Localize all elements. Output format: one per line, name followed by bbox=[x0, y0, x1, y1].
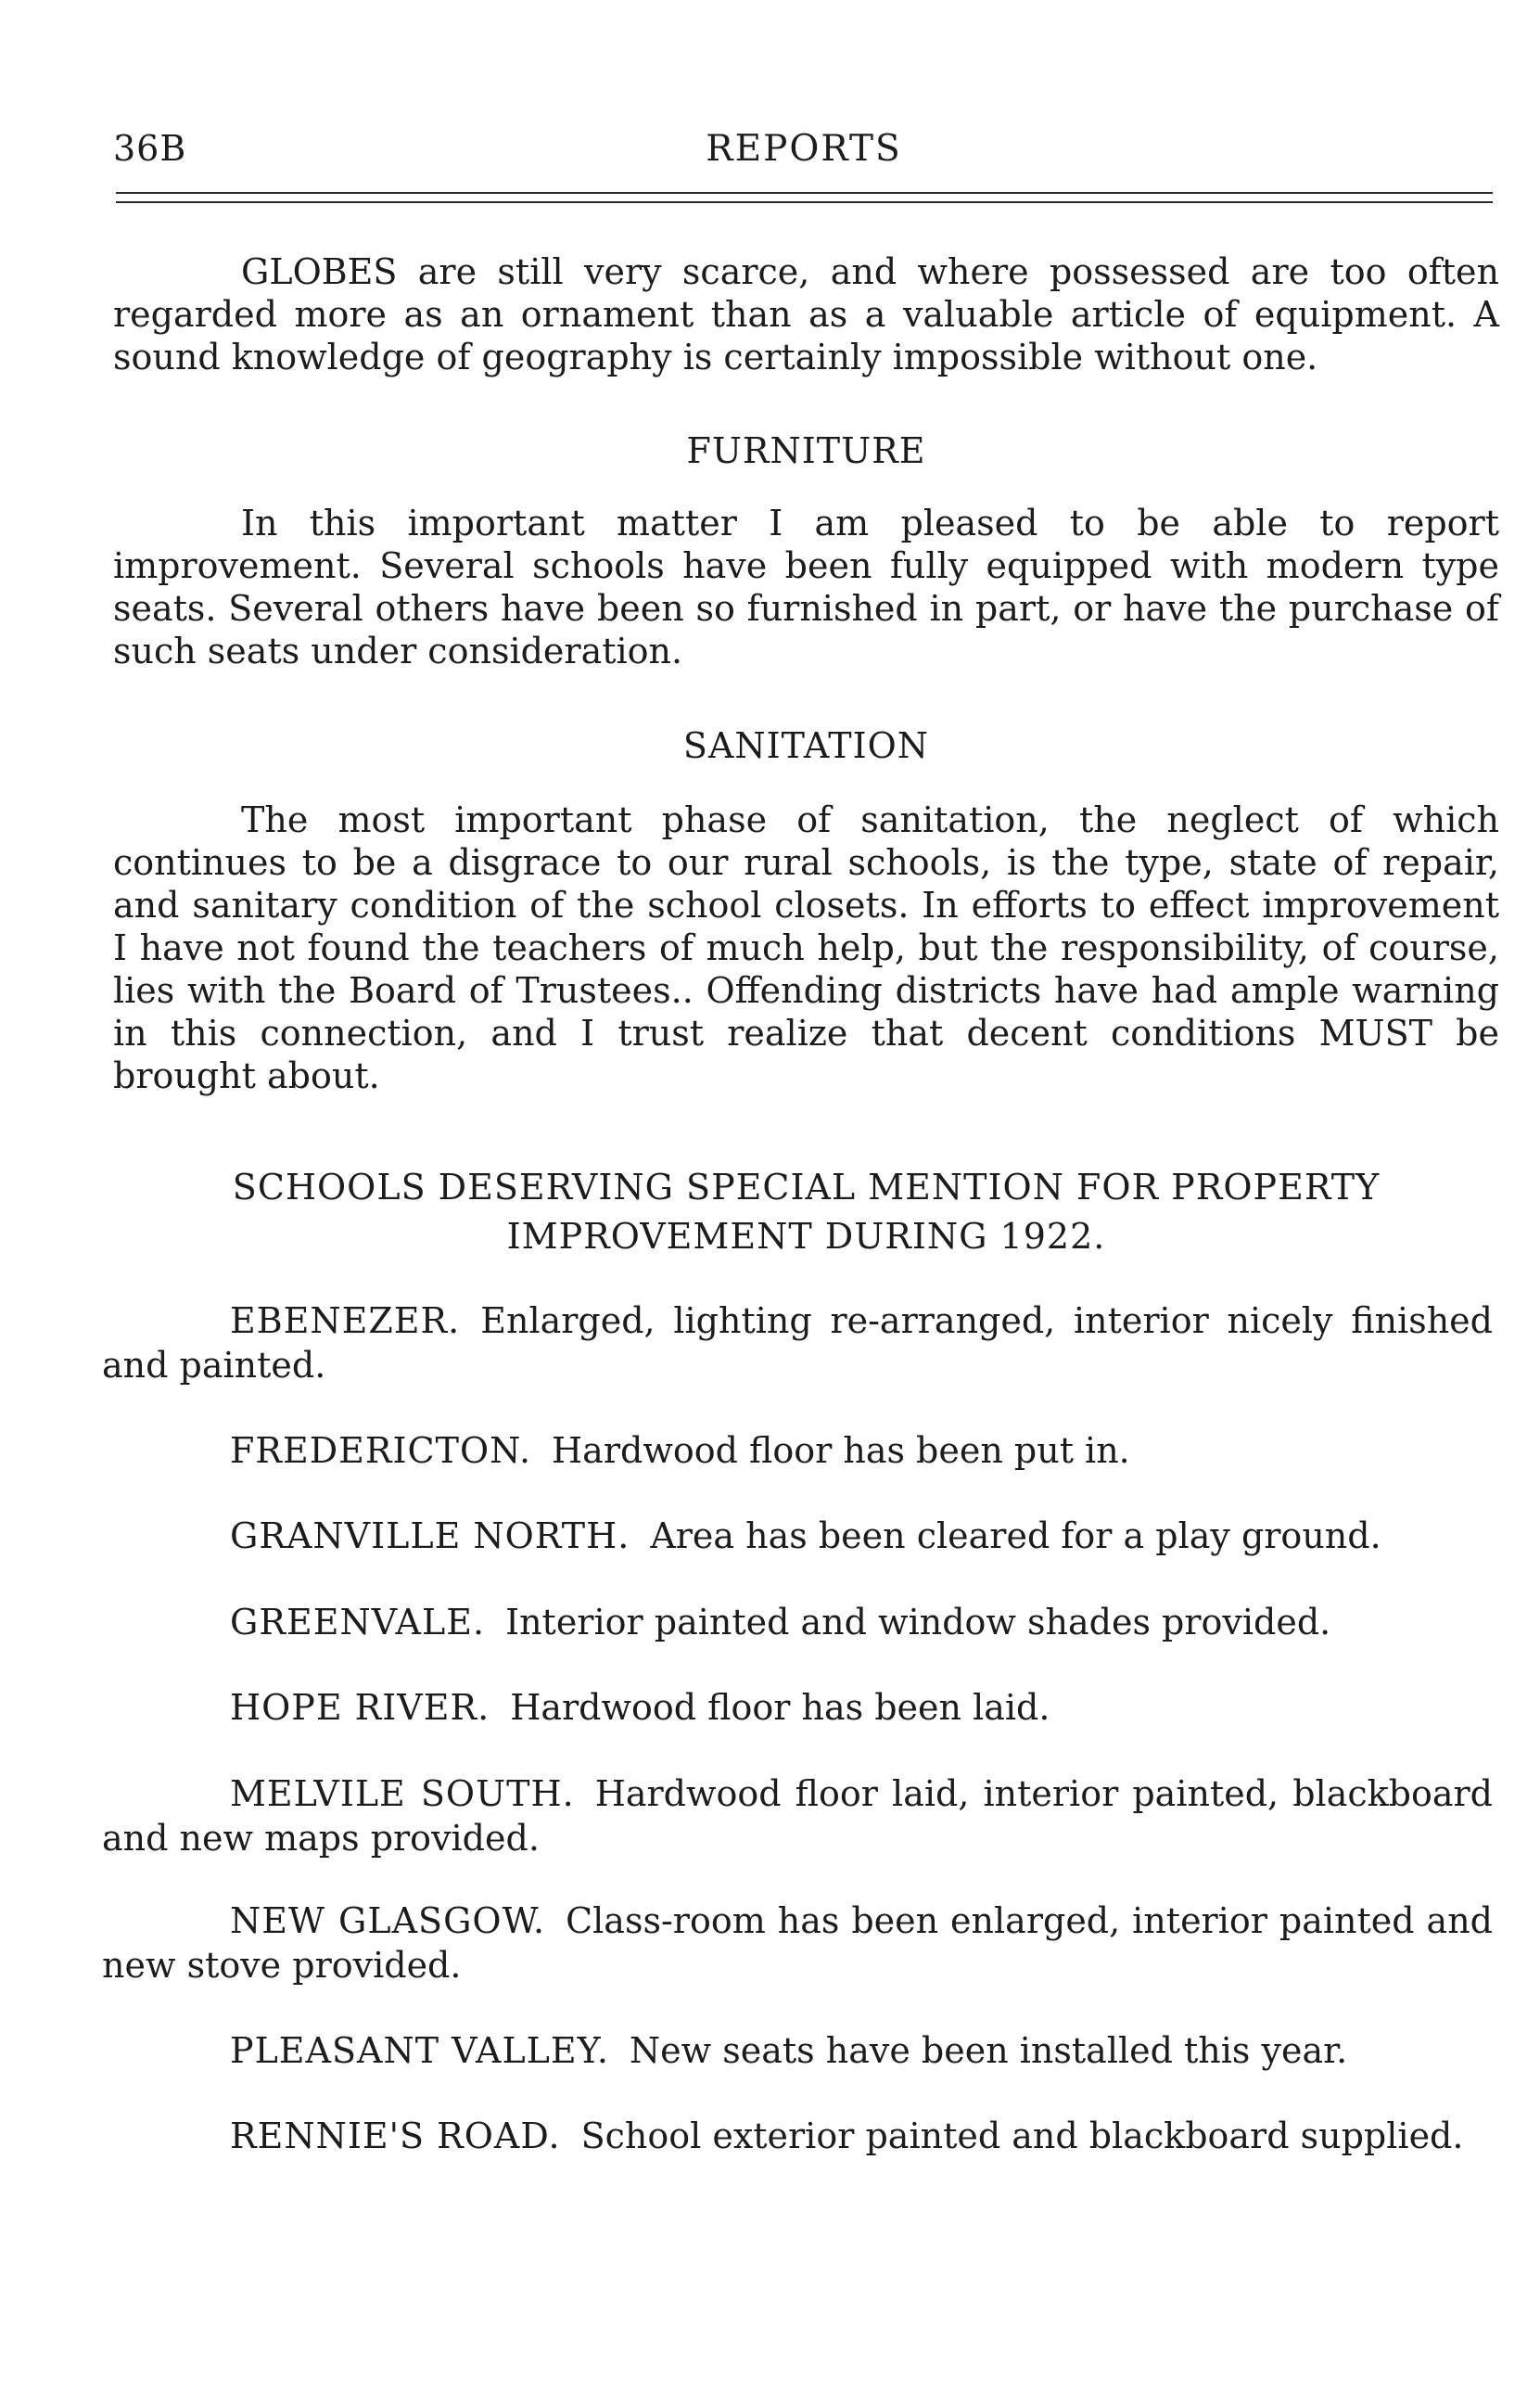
school-entry bbox=[102, 1514, 1493, 1558]
school-entry bbox=[102, 1685, 1493, 1730]
school-entry bbox=[102, 1428, 1493, 1473]
schools-heading-line-2: IMPROVEMENT DURING 1922. bbox=[506, 1216, 1106, 1257]
furniture-paragraph bbox=[113, 502, 1499, 672]
globes-paragraph bbox=[113, 250, 1499, 378]
school-improvement: Enlarged, lighting re-arranged, interior nicely finished and painted. bbox=[102, 1300, 1493, 1386]
school-entry bbox=[102, 2114, 1493, 2158]
school-name: PLEASANT VALLEY. bbox=[230, 2030, 609, 2071]
school-improvement: Hardwood floor has been laid. bbox=[510, 1687, 1050, 1728]
school-name: GREENVALE. bbox=[230, 1602, 486, 1642]
school-name: NEW GLASGOW. bbox=[230, 1900, 546, 1941]
globes-text: GLOBES are still very scarce, and where possessed are too often regarded more as an ornament than as a valuable article of equipment. A sound knowledge of geography is certainly impossible without one. bbox=[113, 251, 1499, 377]
school-improvement: School exterior painted and blackboard supplied. bbox=[580, 2115, 1464, 2156]
school-entry bbox=[102, 1298, 1493, 1387]
school-entry bbox=[102, 1771, 1493, 1860]
furniture-text: In this important matter I am pleased to be able to report improvement. Several schools have been fully equipped with modern type seats. Several others have been so furnished in part, or have the purchase of such seats under consideration. bbox=[113, 503, 1499, 671]
sanitation-text: The most important phase of sanitation, the neglect of which continues to be a disgrace to our rural schools, is the type, state of repair, and sanitary condition of the school closets. In efforts to effect improvement I have not found the teachers of much help, but the responsibility, of course, lies with the Board of Trustees.. Offending districts have had ample warning in this connection, and I trust realize that decent conditions MUST be brought about. bbox=[113, 799, 1499, 1096]
school-name: MELVILE SOUTH. bbox=[230, 1773, 575, 1814]
running-title: REPORTS bbox=[706, 128, 902, 170]
sanitation-paragraph bbox=[113, 799, 1499, 1097]
school-improvement: Interior painted and window shades provided. bbox=[505, 1602, 1331, 1642]
school-improvement: New seats have been installed this year. bbox=[629, 2030, 1348, 2071]
school-improvement: Hardwood floor laid, interior painted, blackboard and new maps provided. bbox=[102, 1773, 1494, 1859]
school-entry bbox=[102, 2028, 1493, 2073]
school-entry bbox=[102, 1898, 1493, 1988]
school-entry bbox=[102, 1600, 1493, 1644]
school-name: GRANVILLE NORTH. bbox=[230, 1515, 630, 1556]
page-header bbox=[113, 128, 1495, 174]
school-improvement: Class-room has been enlarged, interior painted and new stove provided. bbox=[102, 1900, 1493, 1986]
header-rule-top bbox=[116, 192, 1493, 194]
school-improvement: Area has been cleared for a play ground. bbox=[650, 1515, 1381, 1556]
schools-heading-line-1: SCHOOLS DESERVING SPECIAL MENTION FOR PROPERTY bbox=[232, 1167, 1381, 1208]
furniture-heading: FURNITURE bbox=[686, 430, 926, 471]
sanitation-heading: SANITATION bbox=[682, 725, 930, 766]
header-rule-bottom bbox=[116, 201, 1493, 203]
page-number: 36B bbox=[113, 128, 187, 169]
school-name: RENNIE'S ROAD. bbox=[230, 2115, 561, 2156]
school-name: EBENEZER. bbox=[230, 1300, 461, 1341]
school-name: HOPE RIVER. bbox=[230, 1687, 490, 1728]
school-improvement: Hardwood floor has been put in. bbox=[552, 1430, 1130, 1471]
school-name: FREDERICTON. bbox=[230, 1430, 532, 1471]
